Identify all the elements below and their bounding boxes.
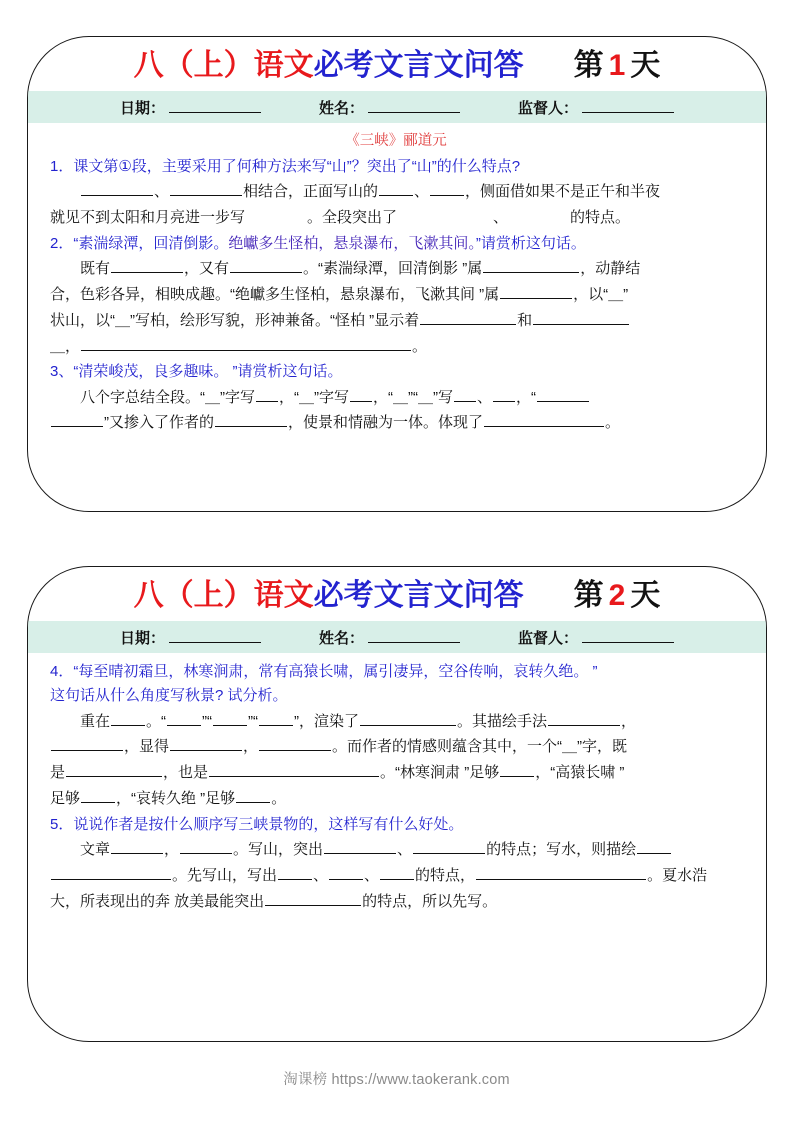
worksheet-card-day1	[27, 36, 767, 512]
answer-blank[interactable]	[483, 258, 579, 273]
q5-a1a: 文章	[80, 841, 111, 859]
q2-a3a: 状山，以“＿”写柏，绘形写貌，形神兼备。“怪柏 ”显示着	[50, 311, 420, 329]
answer-blank[interactable]	[493, 387, 515, 402]
card1-title	[134, 51, 524, 81]
q4-a3a: 是	[50, 764, 66, 782]
question-2-number: 2．	[50, 234, 74, 252]
q4-a3d: ，“高猿长啸 ”	[535, 764, 625, 782]
card1-day-label	[574, 51, 661, 81]
answer-blank[interactable]	[500, 762, 534, 777]
q2-a1b: ，又有	[184, 260, 230, 278]
answer-blank[interactable]	[170, 182, 242, 197]
answer-blank[interactable]	[380, 865, 414, 880]
card1-date-label: 日期：	[119, 99, 165, 117]
q4-a3b: ，也是	[163, 764, 209, 782]
question-4-number: 4．	[50, 663, 74, 680]
answer-blank[interactable]	[66, 762, 162, 777]
q1-a1a: 相结合，正面写山的	[243, 183, 379, 201]
q2-a4a: ＿，	[50, 337, 81, 355]
answer-blank[interactable]	[111, 839, 163, 854]
answer-blank[interactable]	[350, 387, 372, 402]
card1-name-field[interactable]	[319, 97, 460, 118]
answer-blank[interactable]	[236, 788, 270, 803]
answer-blank[interactable]	[454, 387, 476, 402]
q5-a2a: 。先写山，写出	[172, 866, 278, 884]
question-1	[50, 155, 742, 231]
q4-a4c: 。	[271, 789, 287, 807]
answer-blank[interactable]	[500, 284, 572, 299]
answer-blank[interactable]	[537, 387, 589, 402]
card2-supervisor-blank[interactable]	[582, 629, 674, 643]
answer-blank[interactable]	[420, 310, 516, 325]
q5-a2e: 。夏水浩	[647, 866, 708, 884]
question-5-number: 5．	[50, 815, 74, 833]
q5-a1b: ，	[164, 841, 180, 859]
q4-a2a: ，显得	[124, 738, 170, 756]
q3-a1a: 八个字总结全段。“＿”字写	[80, 388, 255, 406]
q3-a1b: ，“＿”字写	[279, 388, 349, 406]
card2-day-number: 2	[608, 579, 626, 612]
q5-a1d: 、	[397, 841, 413, 859]
q1-a1b: 、	[414, 183, 430, 201]
card2-day-label	[574, 581, 661, 611]
answer-blank[interactable]	[476, 865, 646, 880]
card2-name-field[interactable]	[319, 627, 460, 648]
answer-blank[interactable]	[360, 711, 456, 726]
footer-watermark: 淘课榜 https://www.taokerank.com	[283, 1072, 510, 1088]
q4-a2b: ，	[243, 738, 259, 756]
q1-a1c: ，侧面借如果不是正午和半夜	[465, 183, 661, 201]
q5-a2d: 的特点，	[415, 866, 476, 884]
card2-supervisor-label: 监督人：	[518, 629, 579, 647]
q4-a1g: ，	[621, 712, 637, 730]
card2-day-prefix: 第	[573, 579, 604, 612]
question-3	[50, 360, 742, 436]
answer-blank[interactable]	[81, 336, 411, 351]
question-4-text-a: “每至晴初霜旦，林寒涧肃，常有高猿长啸，属引凄异，空谷传响，哀转久绝。 ”	[73, 663, 598, 680]
answer-blank[interactable]	[278, 865, 312, 880]
question-1-answer[interactable]: 、 相结合，正面写山的 、 ，侧面借如果不是正午和半夜 就见不到太阳和月亮进一步写 。全段突出了 、 的特点。	[50, 183, 661, 227]
card2-date-field[interactable]	[120, 627, 261, 648]
answer-blank[interactable]	[111, 258, 183, 273]
q4-a4a: 足够	[50, 789, 81, 807]
answer-blank[interactable]	[324, 839, 396, 854]
answer-blank[interactable]	[329, 865, 363, 880]
q5-a1c: 。写山，突出	[233, 841, 324, 859]
question-1-text: 课文第①段，主要采用了何种方法来写“山”？突出了“山”的什么特点?	[73, 158, 521, 176]
q2-a1a: 既有	[80, 260, 111, 278]
question-1-number: 1．	[50, 158, 74, 176]
answer-blank[interactable]	[111, 711, 145, 726]
question-4-answer[interactable]	[50, 709, 742, 812]
answer-blank[interactable]	[548, 711, 620, 726]
q3-a1d: 、	[476, 388, 492, 406]
source-text-title: 《三峡》郦道元	[345, 133, 447, 149]
card1-day-prefix: 第	[573, 49, 604, 82]
card2-body	[28, 653, 766, 914]
answer-blank[interactable]	[379, 182, 413, 197]
card1-supervisor-blank[interactable]	[582, 99, 674, 113]
question-5	[50, 813, 742, 915]
answer-blank[interactable]	[259, 737, 331, 752]
card1-name-blank[interactable]	[368, 99, 460, 113]
q5-a3a: 大，所表现出的奔 放美最能突出	[50, 892, 265, 910]
q4-a1d: ”“	[248, 712, 259, 730]
q2-a1c: 。“素湍绿潭，回清倒影 ”属	[303, 260, 483, 278]
q4-a1f: 。其描绘手法	[457, 712, 548, 730]
q3-a1c: ，“＿”“＿”写	[373, 388, 453, 406]
answer-blank[interactable]	[215, 413, 287, 428]
card1-name-label: 姓名：	[318, 99, 364, 117]
q4-a4b: ，“哀转久绝 ”足够	[116, 789, 236, 807]
card2-name-label: 姓名：	[318, 629, 364, 647]
q2-a3b: 和	[517, 311, 533, 329]
question-2	[50, 232, 742, 359]
question-2-prompt	[50, 232, 742, 256]
answer-blank[interactable]	[81, 788, 115, 803]
q5-a1e: 的特点；写水，则描绘	[486, 841, 637, 859]
q4-a3c: 。“林寒涧肃 ”足够	[380, 764, 500, 782]
card1-title-blue: 必考文言文问答	[313, 49, 524, 82]
card2-date-label: 日期：	[119, 629, 165, 647]
answer-blank[interactable]	[413, 839, 485, 854]
q3-a2a: ”又掺入了作者的	[104, 414, 214, 432]
question-5-prompt	[50, 813, 742, 837]
question-5-text: 说说作者是按什么顺序写三峡景物的，这样写有什么好处。	[73, 815, 464, 833]
card2-info-band	[28, 621, 766, 653]
answer-blank[interactable]	[51, 865, 171, 880]
card1-supervisor-label: 监督人：	[518, 99, 579, 117]
q4-a1b: 。“	[146, 712, 167, 730]
card2-day-suffix: 天	[630, 579, 661, 612]
answer-blank[interactable]	[167, 711, 201, 726]
q3-a2c: 。	[605, 414, 621, 432]
q4-a1c: ”“	[202, 712, 213, 730]
question-2-text-a: “素湍绿潭，回清倒影。	[73, 234, 229, 252]
q5-a3b: 的特点，所以先写。	[362, 892, 498, 910]
q5-a2b: 、	[313, 866, 329, 884]
q5-a2c: 、	[364, 866, 380, 884]
question-3-number: 3、	[50, 363, 74, 381]
card1-day-number: 1	[608, 49, 626, 82]
answer-blank[interactable]	[230, 258, 302, 273]
q4-a1e: ”，渲染了	[294, 712, 360, 730]
card2-title	[134, 581, 524, 611]
answer-blank[interactable]	[484, 413, 604, 428]
answer-blank[interactable]	[51, 413, 103, 428]
q3-a2b: ，使景和情融为一体。体现了	[288, 414, 484, 432]
q4-a2c: 。而作者的情感则蕴含其中，一个“＿”字，既	[332, 738, 628, 756]
card2-supervisor-field[interactable]	[518, 627, 674, 648]
card1-title-red: 八（上）语文	[133, 49, 314, 82]
q3-a1e: ，“	[516, 388, 536, 406]
answer-blank[interactable]	[81, 182, 153, 197]
q1-a2b: 。全段突出了	[307, 209, 398, 227]
answer-blank[interactable]	[259, 711, 293, 726]
question-2-text-c: ”请赏析这句话。	[475, 234, 586, 252]
answer-blank[interactable]	[213, 711, 247, 726]
question-1-prompt	[50, 155, 742, 179]
card2-title-red: 八（上）语文	[133, 579, 314, 612]
question-2-answer[interactable]	[50, 256, 742, 359]
q2-a4b: 。	[412, 337, 428, 355]
card2-title-blue: 必考文言文问答	[313, 579, 524, 612]
card1-title-row	[28, 37, 766, 91]
card2-title-row	[28, 567, 766, 621]
answer-blank[interactable]	[430, 182, 464, 197]
answer-blank[interactable]	[51, 737, 123, 752]
card2-name-blank[interactable]	[368, 629, 460, 643]
card1-supervisor-field[interactable]	[518, 97, 674, 118]
q2-a1d: ，动静结	[580, 260, 641, 278]
answer-blank[interactable]	[265, 891, 361, 906]
answer-blank[interactable]	[209, 762, 379, 777]
answer-blank[interactable]	[637, 839, 671, 854]
q2-a2b: ，以“＿”	[573, 286, 629, 303]
answer-blank[interactable]	[256, 387, 278, 402]
q1-a2a: 就见不到太阳和月亮进一步写	[50, 209, 246, 227]
card1-info-band	[28, 91, 766, 123]
q1-a2d: 的特点。	[570, 209, 631, 227]
card1-body	[28, 123, 766, 436]
answer-blank[interactable]	[533, 310, 629, 325]
answer-blank[interactable]	[180, 839, 232, 854]
answer-blank[interactable]	[170, 737, 242, 752]
question-2-text-b: 绝巘多生怪柏，悬泉瀑布，飞漱其间。	[228, 234, 476, 252]
card1-day-suffix: 天	[630, 49, 661, 82]
question-5-answer[interactable]	[50, 837, 742, 914]
worksheet-card-day2	[27, 566, 767, 1042]
card2-date-blank[interactable]	[169, 629, 261, 643]
q4-a1a: 重在	[80, 712, 111, 730]
question-4-prompt	[50, 660, 742, 709]
q2-a2a: 合，色彩各异，相映成趣。“绝巘多生怪柏，悬泉瀑布，飞漱其间 ”属	[50, 286, 500, 303]
question-3-prompt	[50, 360, 742, 384]
question-4	[50, 660, 742, 812]
q1-a2c: 、	[493, 209, 509, 227]
question-4-text-b: 这句话从什么角度写秋景? 试分析。	[50, 687, 288, 705]
question-3-text: “清荣峻茂，良多趣味。 ”请赏析这句话。	[73, 363, 343, 381]
card1-date-blank[interactable]	[169, 99, 261, 113]
question-3-answer[interactable]	[50, 385, 742, 437]
card1-date-field[interactable]	[120, 97, 261, 118]
